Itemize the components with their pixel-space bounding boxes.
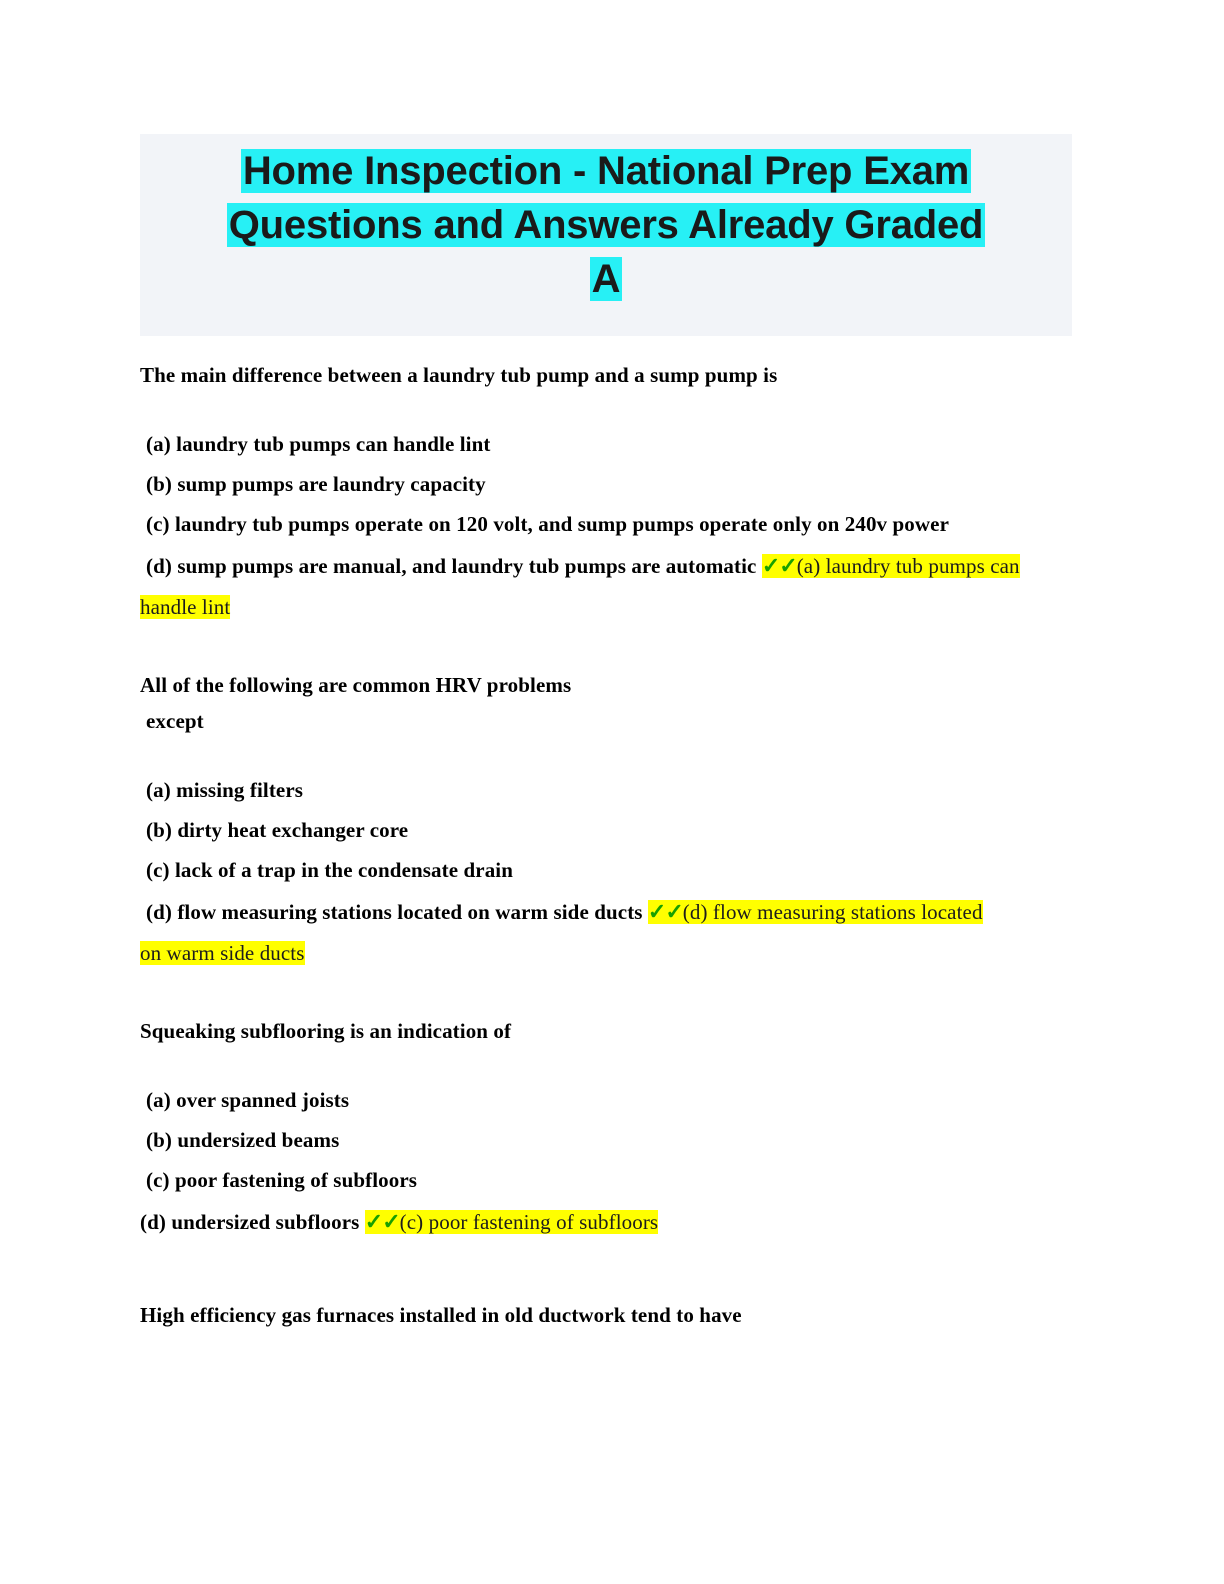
option-item: (c) poor fastening of subfloors	[146, 1168, 418, 1192]
check-icon: ✓✓	[647, 899, 683, 924]
question-block-3	[140, 1016, 1080, 1244]
option-item-with-answer	[140, 1200, 1080, 1244]
answer-text: (c) poor fastening of subfloors	[399, 1210, 659, 1234]
title-line-2-text: Questions and Answers Already Graded	[228, 203, 984, 247]
question-prompt-1: The main difference between a laundry tub pump and a sump pump is	[140, 363, 778, 387]
option-item: (a) laundry tub pumps can handle lint	[146, 432, 491, 456]
title-line-2	[140, 198, 1072, 252]
title-line-1	[140, 144, 1072, 198]
option-text: (d) sump pumps are manual, and laundry tub pumps are automatic	[146, 554, 757, 578]
answer-text: (d) flow measuring stations located	[682, 900, 983, 924]
option-item: (b) undersized beams	[146, 1128, 340, 1152]
spacer	[140, 626, 1080, 670]
title-line-1-text: Home Inspection - National Prep Exam	[242, 149, 970, 193]
option-item: (c) lack of a trap in the condensate drain	[146, 858, 514, 882]
question-options-2	[140, 770, 1080, 934]
check-icon: ✓✓	[761, 553, 797, 578]
spacer	[140, 972, 1080, 1016]
option-item: (a) missing filters	[146, 778, 304, 802]
trailing-question-prompt: High efficiency gas furnaces installed in old ductwork tend to have	[140, 1303, 742, 1327]
title-line-3	[140, 252, 1072, 306]
question-prompt-3: Squeaking subflooring is an indication of	[140, 1019, 512, 1043]
document-body	[140, 360, 1080, 1336]
question-options-3	[140, 1080, 1080, 1244]
spacer	[140, 1244, 1080, 1300]
question-block-1	[140, 360, 1080, 626]
option-item-with-answer	[146, 544, 1080, 588]
option-item: (a) over spanned joists	[146, 1088, 350, 1112]
answer-text: (a) laundry tub pumps can	[796, 554, 1020, 578]
question-prompt-2: All of the following are common HRV problems	[140, 673, 572, 697]
answer-continuation-1: handle lint	[140, 595, 231, 619]
option-text: (d) undersized subfloors	[140, 1210, 360, 1234]
option-item: (b) dirty heat exchanger core	[146, 818, 409, 842]
document-title-block	[140, 134, 1072, 336]
option-item: (c) laundry tub pumps operate on 120 volt, and sump pumps operate only on 240v power	[146, 512, 949, 536]
question-prompt-2-cont: except	[146, 709, 204, 733]
title-line-3-text: A	[591, 257, 621, 301]
answer-continuation-2: on warm side ducts	[140, 941, 305, 965]
question-block-2	[140, 670, 1080, 972]
option-text: (d) flow measuring stations located on warm side ducts	[146, 900, 643, 924]
question-options-1	[140, 424, 1080, 588]
check-icon: ✓✓	[364, 1209, 400, 1234]
option-item-with-answer	[146, 890, 1080, 934]
option-item: (b) sump pumps are laundry capacity	[146, 472, 486, 496]
